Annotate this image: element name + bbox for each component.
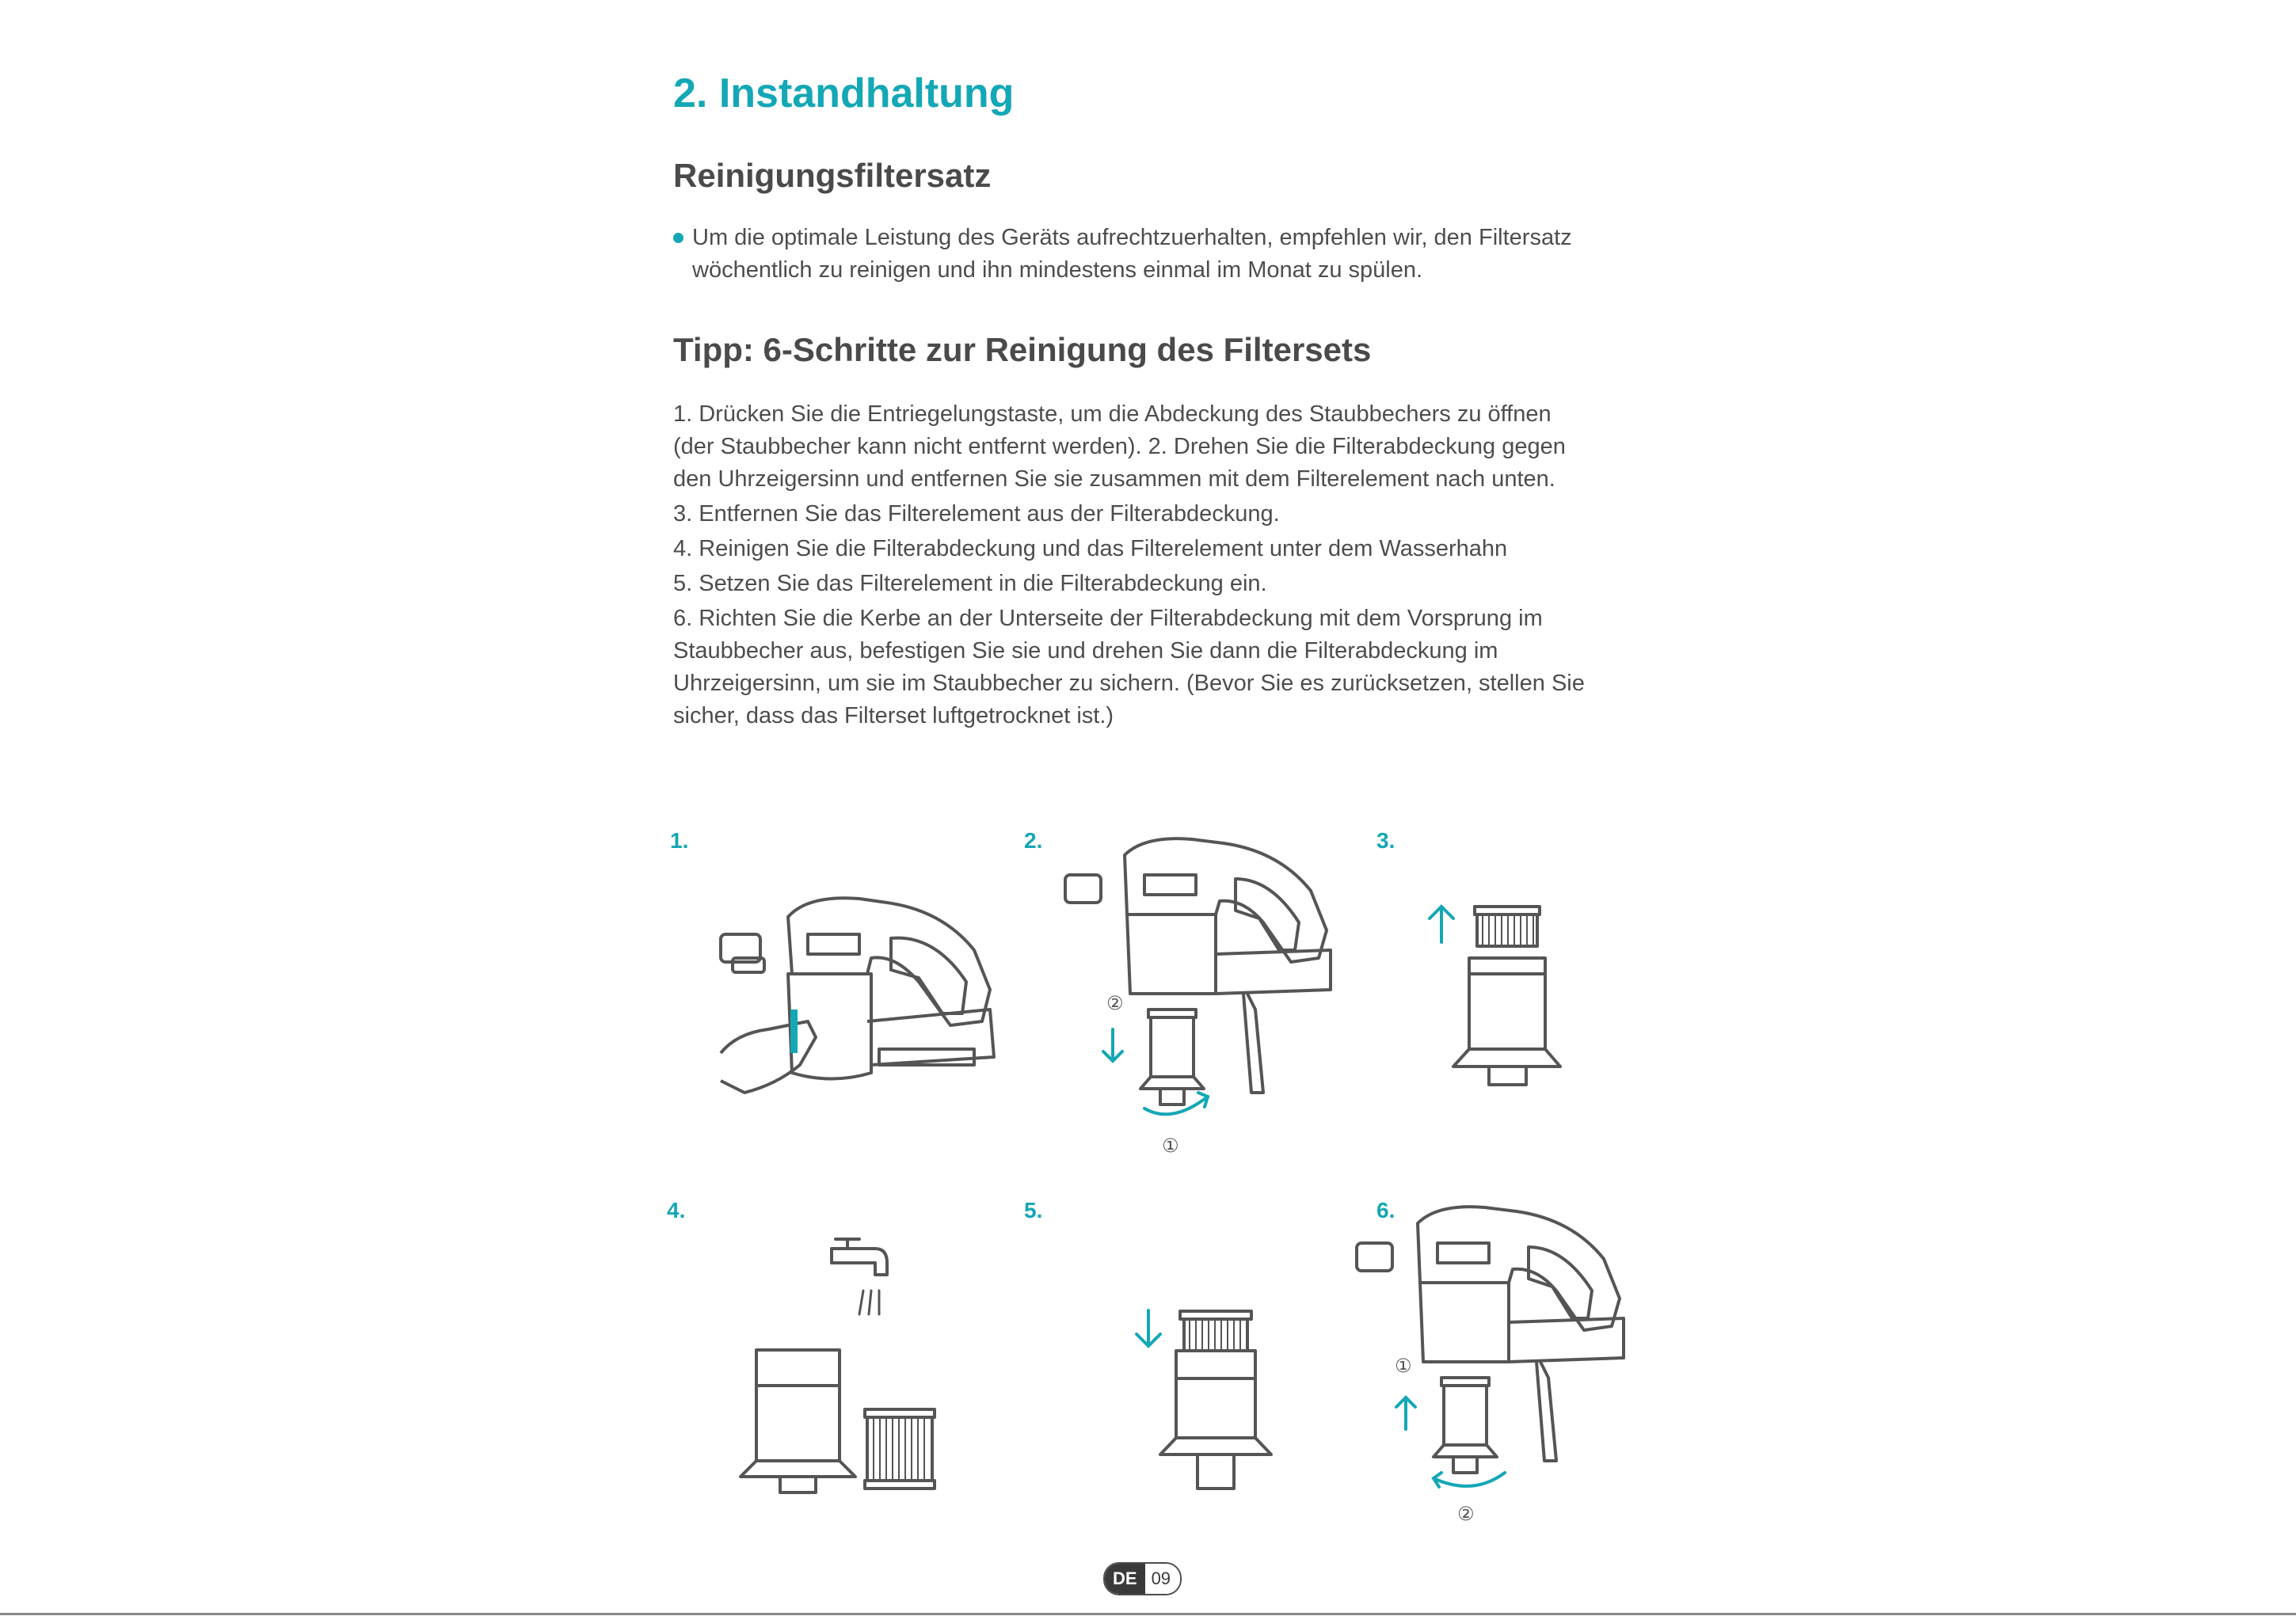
step-marker-2: ② bbox=[1106, 993, 1124, 1014]
figure-3-filter-separate bbox=[1418, 903, 1568, 1097]
step-text: 1. Drücken Sie die Entriegelungstaste, um die Abdeckung des Staubbechers zu öffnen (der Staubbecher kann nicht entfernt werden). 2. Drehen Sie die Filterabdeckung gegen den Uhrzeigersinn und entfernen Sie sie zusammen mit dem Filterelement nach unten. bbox=[673, 401, 1566, 492]
insert-filter-illustration bbox=[1125, 1306, 1283, 1496]
rinse-illustration bbox=[748, 1231, 939, 1492]
language-label: DE bbox=[1105, 1564, 1145, 1594]
figure-2-filter-removal bbox=[1057, 823, 1358, 1160]
filter-removal-illustration bbox=[1057, 823, 1358, 1156]
step-text: 5. Setzen Sie das Filterelement in die Filterabdeckung ein. bbox=[673, 571, 1267, 596]
figure-number-5: 5. bbox=[1024, 1198, 1043, 1222]
figure-6-reattach bbox=[1350, 1192, 1635, 1528]
step-text: 4. Reinigen Sie die Filterabdeckung und das Filterelement unter dem Wasserhahn bbox=[673, 536, 1508, 561]
tip-title: Tipp: 6-Schritte zur Reinigung des Filtersets bbox=[673, 331, 1372, 368]
subtitle: Reinigungsfiltersatz bbox=[673, 157, 992, 194]
page-number: 09 bbox=[1145, 1564, 1180, 1594]
figure-number-1: 1. bbox=[670, 828, 689, 853]
step-marker-1: ① bbox=[1395, 1356, 1412, 1377]
bullet-text: Um die optimale Leistung des Geräts aufrechtzuerhalten, empfehlen wir, den Filtersatz wöchentlich zu reinigen und ihn mindestens einmal im Monat zu spülen. bbox=[692, 225, 1572, 283]
bullet-dot-icon bbox=[673, 233, 683, 243]
filter-separate-illustration bbox=[1418, 903, 1568, 1093]
figure-number-2: 2. bbox=[1024, 828, 1043, 853]
vacuum-press-illustration bbox=[689, 879, 1006, 1108]
figure-4-rinse bbox=[748, 1231, 939, 1496]
bottom-rule bbox=[0, 1613, 2296, 1615]
page-number-badge bbox=[1103, 1562, 1182, 1595]
section-title: 2. Instandhaltung bbox=[673, 70, 1015, 116]
step-marker-1: ① bbox=[1162, 1135, 1179, 1157]
bullet-paragraph bbox=[673, 222, 1611, 287]
figure-number-6: 6. bbox=[1376, 1198, 1395, 1222]
figure-5-insert-filter bbox=[1125, 1306, 1283, 1500]
figure-1-vacuum-release bbox=[689, 879, 1006, 1112]
step-marker-2: ② bbox=[1457, 1504, 1475, 1525]
reattach-illustration bbox=[1350, 1192, 1635, 1524]
steps-list bbox=[673, 398, 1592, 735]
figure-number-4: 4. bbox=[667, 1198, 686, 1222]
release-button-highlight bbox=[790, 1010, 798, 1053]
step-text: 3. Entfernen Sie das Filterelement aus der Filterabdeckung. bbox=[673, 501, 1280, 527]
figure-number-3: 3. bbox=[1376, 828, 1395, 853]
step-text: 6. Richten Sie die Kerbe an der Unterseite der Filterabdeckung mit dem Vorsprung im Staubbecher aus, befestigen Sie sie und drehen Sie dann die Filterabdeckung im Uhrzeigersinn, um sie im Staubbecher zu sichern. (Bevor Sie es zurücksetzen, stellen Sie sicher, dass das Filterset luftgetrocknet ist.) bbox=[673, 606, 1585, 728]
